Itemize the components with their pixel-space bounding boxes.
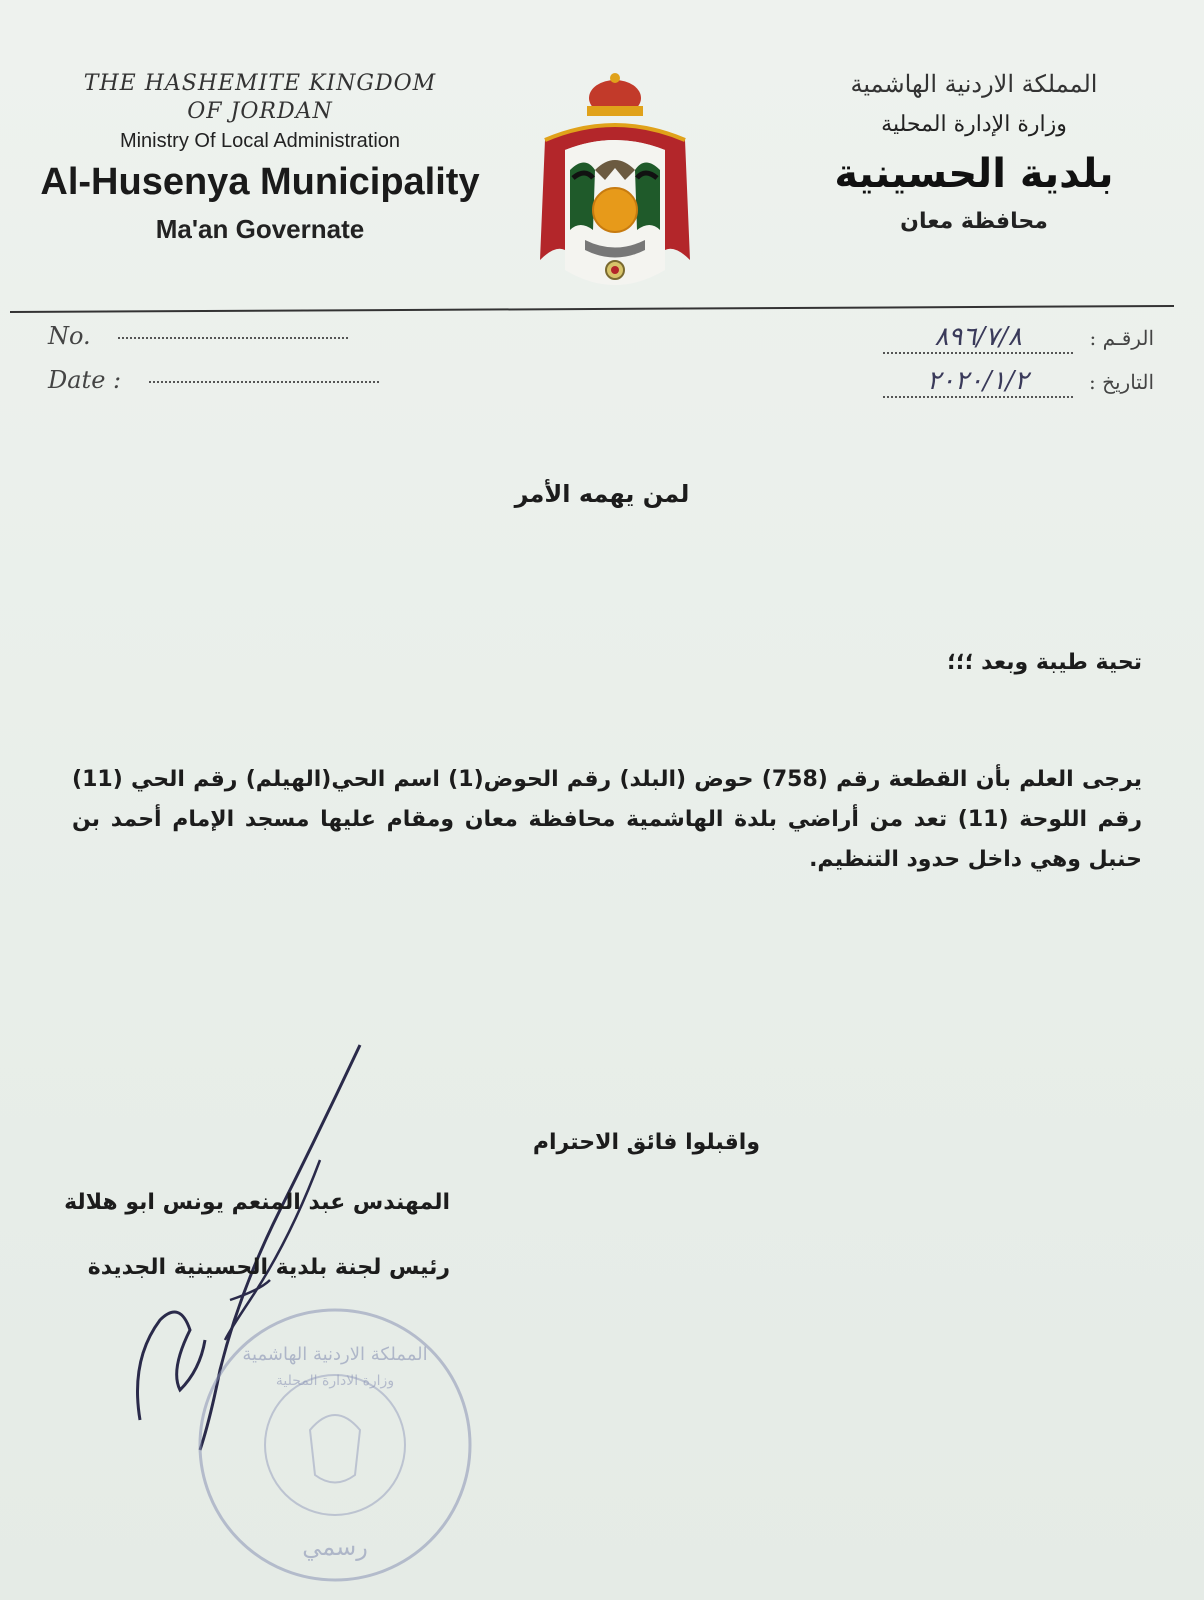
number-label-en: No. (48, 322, 91, 350)
ministry-name-ar: وزارة الإدارة المحلية (881, 112, 1067, 137)
governate-name-ar: محافظة معان (900, 209, 1048, 234)
date-value-ar: ٢٠٢٠/١/٢ (883, 366, 1073, 398)
kingdom-name-ar: المملكة الاردنية الهاشمية (850, 70, 1098, 98)
stamp-top-text: المملكة الاردنية الهاشمية (242, 1344, 428, 1365)
letter-title: لمن يهمه الأمر (514, 480, 690, 508)
number-field-en (48, 322, 348, 350)
kingdom-name-en-line1: THE HASHEMITE KINGDOM (83, 71, 437, 96)
number-field-ar (883, 322, 1154, 354)
coat-of-arms-icon (525, 70, 705, 300)
number-value-ar: ٨٩٦/٧/٨ (883, 322, 1073, 354)
letter-greeting: تحية طيبة وبعد ؛؛؛ (947, 650, 1142, 675)
date-field-en (48, 366, 379, 394)
municipality-name-en: Al-Husenya Municipality (40, 161, 480, 203)
ministry-name-en: Ministry Of Local Administration (119, 130, 401, 152)
date-label-en: Date : (48, 366, 122, 394)
date-label-ar: التاريخ : (1088, 370, 1154, 394)
english-letterhead (40, 70, 480, 245)
letter-body-paragraph: يرجى العلم بأن القطعة رقم (758) حوض (البلد) رقم الحوض(1) اسم الحي(الهيلم) رقم الحي (11) رقم اللوحة (11) تعد من أراضي بلدة الهاشمية محافظة معان ومقام عليها مسجد الإمام أحمد بن حنبل وهي داخل حدود التنظيم. (72, 767, 1143, 872)
date-dotted-line (149, 381, 379, 383)
signatory-title: رئيس لجنة بلدية الحسينية الجديدة (87, 1255, 450, 1280)
header-divider (10, 305, 1174, 313)
municipality-name-ar: بلدية الحسينية (834, 151, 1114, 197)
stamp-bottom-text: رسمي (302, 1533, 368, 1561)
arabic-letterhead (804, 70, 1144, 234)
signatory-name: المهندس عبد المنعم يونس ابو هلالة (64, 1190, 450, 1215)
number-label-ar: الرقـم : (1089, 326, 1154, 350)
date-field-ar (883, 366, 1154, 398)
official-stamp-icon (190, 1300, 480, 1590)
number-dotted-line (118, 337, 348, 339)
kingdom-name-en-line2: OF JORDAN (187, 99, 333, 124)
stamp-sub-text: وزارة الادارة المحلية (275, 1373, 395, 1389)
letter-closing: واقبلوا فائق الاحترام (532, 1130, 760, 1155)
governate-name-en: Ma'an Governate (155, 214, 365, 244)
